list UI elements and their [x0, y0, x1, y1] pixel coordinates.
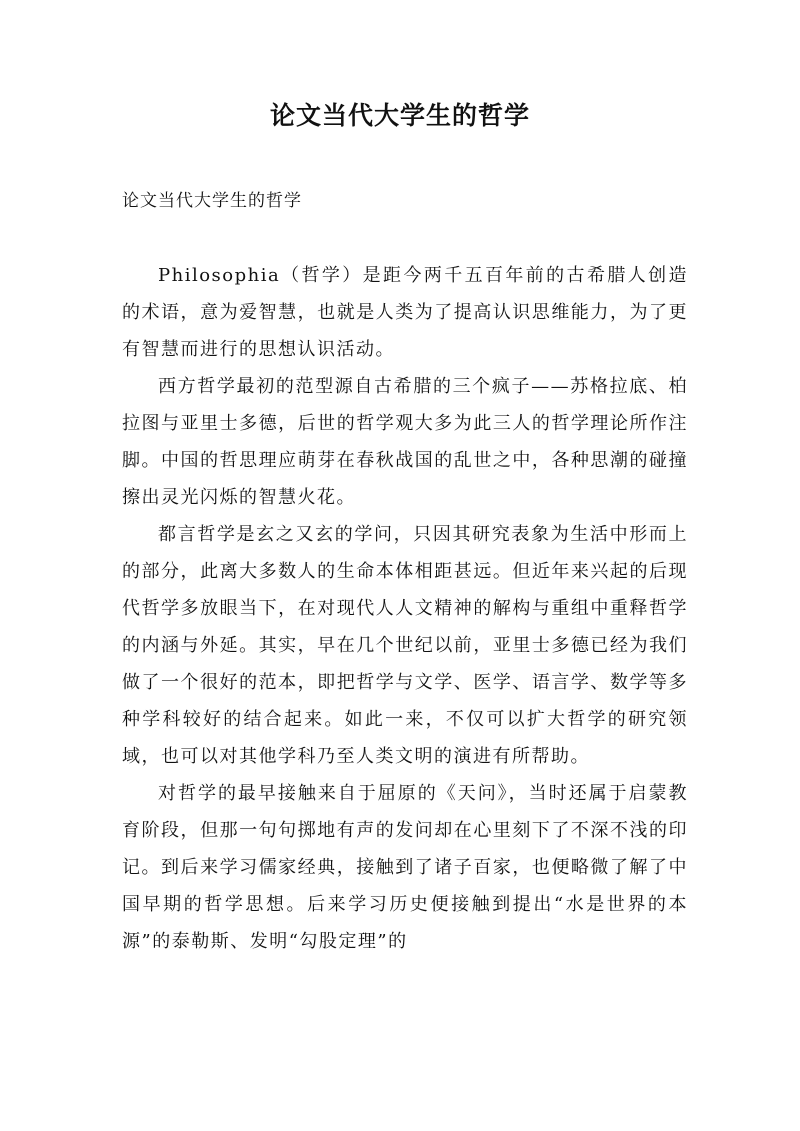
- paragraph: Philosophia（哲学）是距今两千五百年前的古希腊人创造的术语，意为爱智慧，也就是人类为了提高认识思维能力，为了更有智慧而进行的思想认识活动。: [122, 265, 688, 360]
- paragraph: 都言哲学是玄之又玄的学问，只因其研究表象为生活中形而上的部分，此离大多数人的生命本体相距甚远。但近年来兴起的后现代哲学多放眼当下，在对现代人人文精神的解构与重组中重释哲学的内涵与外延。其实，早在几个世纪以前，亚里士多德已经为我们做了一个很好的范本，即把哲学与文学、医学、语言学、数学等多种学科较好的结合起来。如此一来，不仅可以扩大哲学的研究领域，也可以对其他学科乃至人类文明的演进有所帮助。: [122, 524, 688, 767]
- document-title: 论文当代大学生的哲学: [269, 101, 530, 130]
- paragraph: 对哲学的最早接触来自于屈原的《天问》，当时还属于启蒙教育阶段，但那一句句掷地有声的发问却在心里刻下了不深不浅的印记。到后来学习儒家经典，接触到了诸子百家，也便略微了解了中国早期的哲学思想。后来学习历史便接触到提出“水是世界的本源”的泰勒斯、发明“勾股定理”的: [122, 783, 688, 952]
- paragraph: 西方哲学最初的范型源自古希腊的三个疯子——苏格拉底、柏拉图与亚里士多德，后世的哲学观大多为此三人的哲学理论所作注脚。中国的哲思理应萌芽在春秋战国的乱世之中，各种思潮的碰撞擦出灵光闪烁的智慧火花。: [122, 376, 688, 508]
- document-subtitle: 论文当代大学生的哲学: [122, 191, 302, 211]
- document-body: [122, 257, 688, 960]
